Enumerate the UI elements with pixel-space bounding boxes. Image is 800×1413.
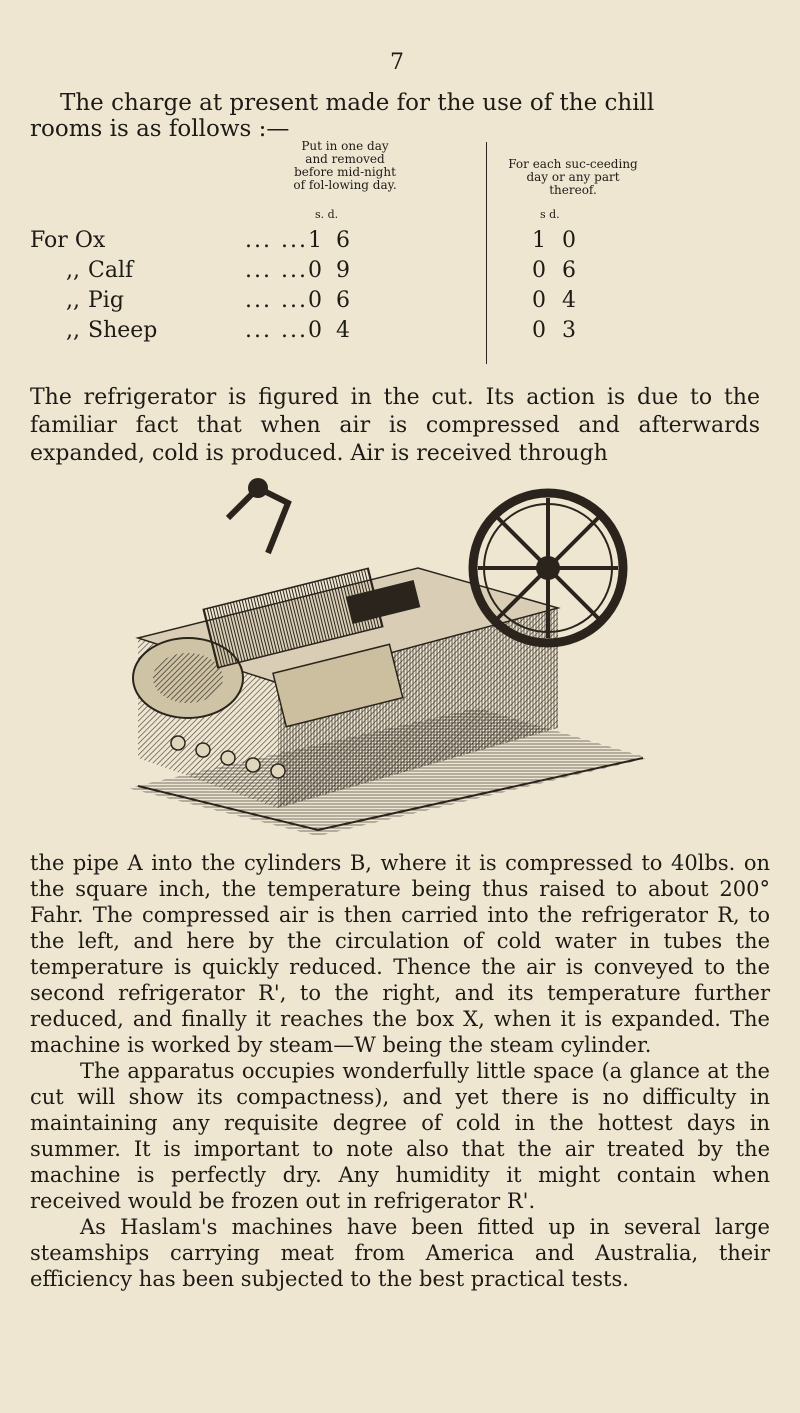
each-day-pence: 3 bbox=[562, 318, 576, 343]
first-day-pence: 6 bbox=[336, 228, 350, 253]
each-day-shillings: 1 bbox=[532, 228, 546, 253]
paragraph-refrigerator-intro: The refrigerator is figured in the cut. Its action is due to the familiar fact that when air is compressed and afterwards expanded, cold is produced. Air is received through bbox=[30, 385, 760, 466]
first-day-shillings: 1 bbox=[308, 228, 322, 253]
rate-row bbox=[30, 228, 650, 254]
paragraph-steamships: As Haslam's machines have been fitted up in several large steamships carrying meat from America and Australia, their efficiency has been subjected to the best practical tests. bbox=[30, 1215, 770, 1291]
rate-prefix: ,, bbox=[66, 318, 80, 343]
rates-table bbox=[30, 140, 650, 380]
paragraph-process: the pipe A into the cylinders B, where it is compressed to 40lbs. on the square inch, the temperature being thus raised to about 200° Fahr. The compressed air is then carried into the refrigerator R, to the left, and here by the circulation of cold water in tubes the temperature is quickly reduced. Thence the air is conveyed to the second refrigerator R', to the right, and its temperature further reduced, and finally it reaches the box X, when it is expanded. The machine is worked by steam—W being the steam cylinder. bbox=[30, 851, 770, 1057]
leader-dots: ... ... bbox=[245, 288, 308, 313]
rates-header-first-day: Put in one day and removed before mid-night of fol-lowing day. bbox=[293, 139, 397, 192]
leader-dots: ... ... bbox=[245, 228, 308, 253]
machine-illustration bbox=[118, 458, 658, 838]
first-day-shillings: 0 bbox=[308, 288, 322, 313]
leader-dots: ... ... bbox=[245, 318, 308, 343]
main-text bbox=[30, 850, 770, 1292]
rate-prefix: ,, bbox=[66, 288, 80, 313]
each-day-shillings: 0 bbox=[532, 288, 546, 313]
rate-row bbox=[30, 318, 650, 344]
each-day-shillings: 0 bbox=[532, 318, 546, 343]
page-number: 7 bbox=[390, 50, 404, 75]
intro-line-2: rooms is as follows :— bbox=[30, 116, 290, 142]
each-day-shillings: 0 bbox=[532, 258, 546, 283]
leader-dots: ... ... bbox=[245, 258, 308, 283]
paragraph-apparatus: The apparatus occupies wonderfully little space (a glance at the cut will show its compactness), and yet there is no difficulty in maintaining any requisite degree of cold in the hottest days in summer. It is important to note also that the air treated by the machine is perfectly dry. Any humidity it might contain when received would be frozen out in refrigerator R'. bbox=[30, 1059, 770, 1213]
rate-animal: Pig bbox=[88, 288, 124, 313]
units-first-day: s. d. bbox=[315, 208, 339, 221]
each-day-pence: 6 bbox=[562, 258, 576, 283]
first-day-shillings: 0 bbox=[308, 318, 322, 343]
rate-animal: Sheep bbox=[88, 318, 158, 343]
each-day-pence: 0 bbox=[562, 228, 576, 253]
rate-animal: Ox bbox=[74, 228, 106, 253]
first-day-pence: 9 bbox=[336, 258, 350, 283]
first-day-pence: 6 bbox=[336, 288, 350, 313]
first-day-pence: 4 bbox=[336, 318, 350, 343]
rates-header-each-day: For each suc-ceeding day or any part thereof. bbox=[508, 157, 638, 197]
rate-row bbox=[30, 288, 650, 314]
rate-prefix: ,, bbox=[66, 258, 80, 283]
rate-prefix: For bbox=[30, 228, 68, 253]
first-day-shillings: 0 bbox=[308, 258, 322, 283]
intro-text bbox=[30, 90, 680, 142]
rate-row bbox=[30, 258, 650, 284]
intro-line-1: The charge at present made for the use of the chill bbox=[60, 90, 655, 116]
rate-animal: Calf bbox=[88, 258, 134, 283]
each-day-pence: 4 bbox=[562, 288, 576, 313]
refrigerating-machine-engraving bbox=[118, 458, 658, 838]
units-each-day: s d. bbox=[540, 208, 560, 221]
